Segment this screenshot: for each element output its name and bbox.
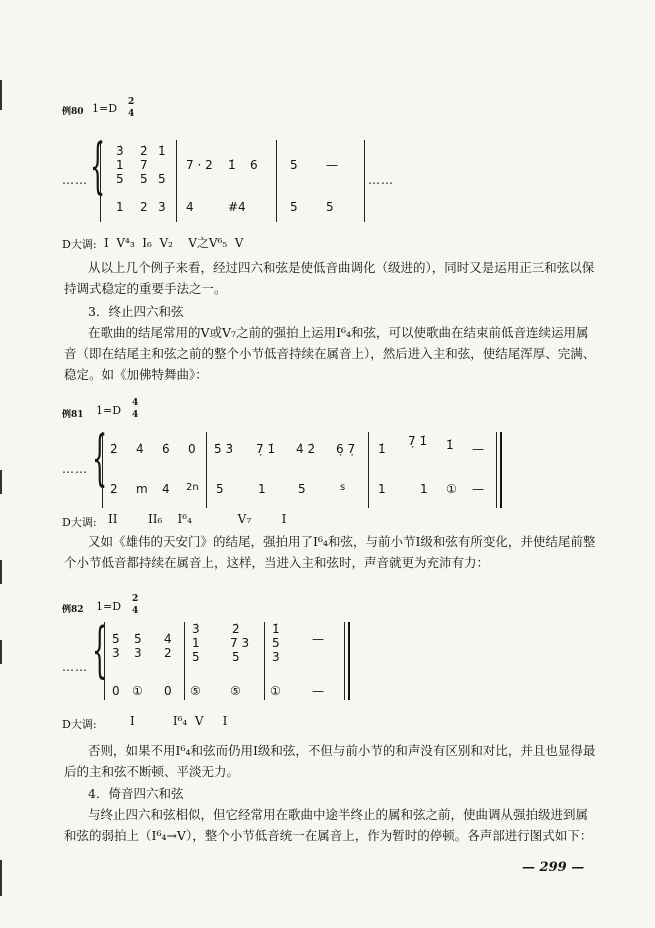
note: 1̇ <box>158 144 166 158</box>
continuation-left: …… <box>62 462 88 476</box>
page-edge-mark <box>0 640 2 664</box>
page-edge-mark <box>0 860 2 896</box>
barline <box>264 622 265 700</box>
harmony-analysis: I V⁴₃ I₆ V₂ V之V⁶₅ V <box>104 236 244 250</box>
barline <box>368 432 369 508</box>
paragraph: 从以上几个例子来看，经过四六和弦是使低音曲调化（级进的），同时又是运用正三和弦以保持调式稳定的重要手法之一。 <box>64 260 595 296</box>
score-brace: { <box>92 615 108 685</box>
note: m <box>136 482 148 496</box>
note: 5̇ <box>112 632 120 646</box>
final-barline-thick <box>348 622 350 700</box>
final-barline-thin <box>344 622 345 700</box>
note: ① <box>446 482 457 496</box>
time-signature-top: 2 <box>132 594 139 604</box>
paragraph: 否则，如果不用Ⅰ⁶₄和弦而仍用Ⅰ级和弦，不但与前小节的和声没有区别和对比，并且也显得最后的主和弦不断顿、平淡无力。 <box>64 743 596 779</box>
note: 3̇ <box>192 622 200 636</box>
page-edge-mark <box>0 560 2 584</box>
section-heading: 4．倚音四六和弦 <box>88 786 184 801</box>
barline <box>100 140 101 222</box>
note: 2 <box>164 646 172 660</box>
note: — <box>326 158 338 172</box>
harmony-analysis: II II₆ I⁶₄ V₇ I <box>108 512 287 526</box>
page-edge-mark <box>0 80 2 110</box>
time-signature-top: 2 <box>128 97 135 107</box>
time-signature-bottom: 4 <box>132 606 139 616</box>
note: 5̇ <box>134 632 142 646</box>
note: 5 <box>290 158 298 172</box>
note: — <box>472 482 484 496</box>
note: 1 <box>258 482 266 496</box>
key-signature: 1=D <box>96 404 122 417</box>
example-label: 例82 <box>62 605 84 615</box>
example-label: 例81 <box>62 410 84 420</box>
note: 7̣ 1̇ <box>256 442 276 456</box>
note: 0 <box>164 684 172 698</box>
page-edge-mark <box>0 470 2 494</box>
note: ⑤ <box>190 684 201 698</box>
note: 4 <box>162 482 170 496</box>
note: — <box>312 684 324 698</box>
harmony-key: D大调: <box>62 718 97 731</box>
note: 4̇ <box>136 442 144 456</box>
note: 5 <box>158 172 166 186</box>
note: 1 <box>116 158 124 172</box>
note: 0 <box>188 442 196 456</box>
note: 7̣ 1̇ <box>408 434 428 448</box>
harmony-key: D大调: <box>62 238 97 251</box>
note: 3 <box>158 200 166 214</box>
paragraph: 在歌曲的结尾常用的Ⅴ或Ⅴ₇之前的强拍上运用Ⅰ⁶₄和弦，可以使歌曲在结束前低音连续运用属音（即在结尾主和弦之前的整个小节低音持续在属音上），然后进入主和弦，使结尾浑厚、完满、稳定。如《加佛特舞曲》： <box>64 325 596 382</box>
note: 7 <box>140 158 148 172</box>
note: 2 <box>110 482 118 496</box>
note: 7 · 2 <box>186 158 213 172</box>
time-signature-bottom: 4 <box>132 410 139 420</box>
note: 2̇ <box>140 144 148 158</box>
note: s <box>340 482 346 493</box>
note: 7 3 <box>230 636 250 650</box>
note: 5 <box>192 650 200 664</box>
note: 2̇ <box>232 622 240 636</box>
key-signature: 1=D <box>92 102 118 115</box>
section-heading: 3．终止四六和弦 <box>88 304 184 319</box>
note: 5̇ 3̇ <box>214 442 234 456</box>
example-label: 例80 <box>62 107 84 117</box>
harmony-analysis: I I⁶₄ V I <box>130 714 228 728</box>
note: 5 <box>232 650 240 664</box>
barline <box>102 432 103 508</box>
note: 1 <box>378 482 386 496</box>
note: 5 <box>326 200 334 214</box>
time-signature-top: 4 <box>132 398 139 408</box>
note: 2̇ <box>110 442 118 456</box>
barline <box>184 622 185 700</box>
paragraph: 又如《雄伟的天安门》的结尾，强拍用了Ⅰ⁶₄和弦，与前小节Ⅰ级和弦有所变化，并使结尾前整个小节低音都持续在属音上，这样，当进入主和弦时，声音就更为充沛有力： <box>64 534 596 570</box>
note: 1̇ <box>228 158 236 172</box>
barline <box>364 140 365 222</box>
note: — <box>472 442 484 456</box>
continuation-left: …… <box>62 660 88 674</box>
note: 4̇ <box>164 632 172 646</box>
note: 5 <box>140 172 148 186</box>
note: 6̇ <box>162 442 170 456</box>
page-number: — 299 — <box>522 860 585 875</box>
note: 2 <box>140 200 148 214</box>
score-brace: { <box>90 131 106 201</box>
note: 5 <box>116 172 124 186</box>
note: 3 <box>272 650 280 664</box>
final-barline-thin <box>496 432 497 508</box>
barline <box>276 140 277 222</box>
note: 6 <box>250 158 258 172</box>
note: 5 <box>298 482 306 496</box>
note: 1 <box>420 482 428 496</box>
note: 1̇ <box>378 442 386 456</box>
harmony-key: D大调: <box>62 516 97 529</box>
paragraph: 与终止四六和弦相似，但它经常用在歌曲中途半终止的属和弦之前，使曲调从强拍级进到属和弦的弱拍上（Ⅰ⁶₄→Ⅴ），整个小节低音统一在属音上，作为暂时的停顿。各声部进行图式如下： <box>64 807 593 843</box>
key-signature: 1=D <box>96 600 122 613</box>
note: 3 <box>134 646 142 660</box>
note: 1̇ <box>272 622 280 636</box>
note: — <box>312 632 324 646</box>
note: ⑤ <box>230 684 241 698</box>
note: 3̇ <box>116 144 124 158</box>
note: 4̇ 2̇ <box>296 442 316 456</box>
note: 0 <box>112 684 120 698</box>
note: 2n <box>186 482 199 493</box>
note: 1 <box>192 636 200 650</box>
barline <box>206 432 207 508</box>
continuation-left: …… <box>62 173 88 187</box>
note: #4 <box>228 200 246 214</box>
barline <box>104 622 105 700</box>
note: 5 <box>290 200 298 214</box>
note: ① <box>270 684 281 698</box>
note: 4 <box>186 200 194 214</box>
note: 5 <box>216 482 224 496</box>
note: 1̇ <box>446 438 454 452</box>
note: 1 <box>116 200 124 214</box>
barline <box>176 140 177 222</box>
time-signature-bottom: 4 <box>128 109 135 119</box>
note: 5 <box>272 636 280 650</box>
note: 6̣ 7̣ <box>336 442 356 456</box>
note: 3 <box>112 646 120 660</box>
score-brace: { <box>92 423 108 493</box>
note: ① <box>132 684 143 698</box>
final-barline-thick <box>500 432 502 508</box>
continuation-right: …… <box>368 173 394 187</box>
